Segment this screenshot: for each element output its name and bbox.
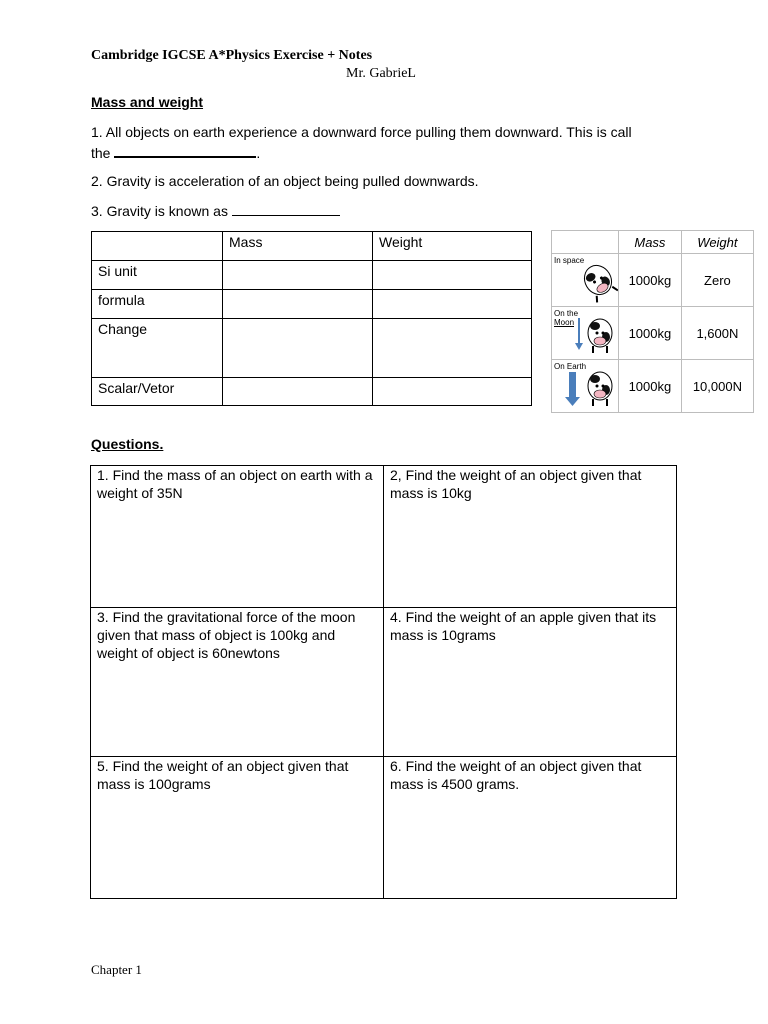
- question-1-line-1: 1. All objects on earth experience a downward force pulling them downward. This is call: [91, 124, 632, 140]
- answer-cell[interactable]: [373, 261, 532, 290]
- cow-label: [554, 309, 578, 327]
- answer-cell[interactable]: [373, 378, 532, 406]
- table-row: [552, 307, 754, 360]
- blank-header-cell: [552, 231, 619, 254]
- table-row: [91, 466, 677, 608]
- question-cell-4[interactable]: [384, 608, 677, 757]
- cow-label: On Earth: [554, 362, 587, 371]
- answer-cell[interactable]: [223, 319, 373, 378]
- section-title-mass-weight: Mass and weight: [91, 94, 204, 110]
- table-header-cell: Mass: [619, 231, 682, 254]
- answer-cell[interactable]: [373, 319, 532, 378]
- question-text: 6. Find the weight of an object given that mass is 4500 grams.: [390, 758, 642, 792]
- row-label: Change: [92, 319, 223, 378]
- question-1-line-2: [91, 142, 632, 163]
- table-header-cell: Mass: [223, 232, 373, 261]
- answer-cell[interactable]: [373, 290, 532, 319]
- question-3-text: [91, 201, 340, 221]
- question-1-text: [91, 122, 632, 163]
- cow-mass-value: 1000kg: [619, 307, 682, 360]
- mass-weight-illustration: [551, 230, 754, 403]
- row-label: Scalar/Vetor: [92, 378, 223, 406]
- answer-cell[interactable]: [223, 290, 373, 319]
- document-title: Cambridge IGCSE A*Physics Exercise + Notes: [91, 48, 373, 63]
- table-row: [92, 378, 532, 406]
- table-row: [91, 608, 677, 757]
- mass-weight-table: [91, 231, 532, 406]
- question-1-line-2-start: the: [91, 145, 111, 161]
- question-text: 5. Find the weight of an object given that mass is 100grams: [97, 758, 349, 792]
- table-row: [92, 319, 532, 378]
- answer-cell[interactable]: [223, 261, 373, 290]
- table-header-cell: Weight: [373, 232, 532, 261]
- row-label: formula: [92, 290, 223, 319]
- table-header-cell: Weight: [681, 231, 753, 254]
- cow-moon-cell: [552, 307, 619, 360]
- arrow-down-icon: [569, 372, 576, 398]
- question-cell-5[interactable]: [91, 757, 384, 899]
- question-text: 4. Find the weight of an apple given that its mass is 10grams: [390, 609, 657, 643]
- footer-chapter: Chapter 1: [91, 962, 142, 977]
- table-row: [92, 232, 532, 261]
- table-row: [552, 254, 754, 307]
- row-label: Si unit: [92, 261, 223, 290]
- cow-label-line-2: Moon: [554, 318, 575, 327]
- question-1-line-2-end: .: [256, 145, 261, 161]
- answer-cell[interactable]: [223, 378, 373, 406]
- table-row: [92, 290, 532, 319]
- answer-blank-1[interactable]: [114, 142, 256, 158]
- cow-label-line-1: On the: [554, 309, 579, 318]
- table-row: [92, 261, 532, 290]
- section-title-questions: Questions.: [91, 436, 164, 452]
- question-cell-3[interactable]: [91, 608, 384, 757]
- cow-space-cell: [552, 254, 619, 307]
- cow-weight-value: 1,600N: [681, 307, 753, 360]
- question-text: 2, Find the weight of an object given that mass is 10kg: [390, 467, 642, 501]
- cow-weight-value: 10,000N: [681, 360, 753, 413]
- cow-weight-value: Zero: [681, 254, 753, 307]
- cow-mass-value: 1000kg: [619, 254, 682, 307]
- table-row: [552, 231, 754, 254]
- questions-table: [90, 465, 677, 899]
- question-cell-1[interactable]: [91, 466, 384, 608]
- question-cell-6[interactable]: [384, 757, 677, 899]
- cow-mass-value: 1000kg: [619, 360, 682, 413]
- question-text: 1. Find the mass of an object on earth with a weight of 35N: [97, 467, 373, 501]
- question-cell-2[interactable]: [384, 466, 677, 608]
- table-header-cell: [92, 232, 223, 261]
- question-3-label: 3. Gravity is known as: [91, 203, 228, 219]
- question-2-text: 2. Gravity is acceleration of an object being pulled downwards.: [91, 173, 479, 189]
- table-row: [91, 757, 677, 899]
- author-name: Mr. GabrieL: [346, 66, 416, 81]
- question-text: 3. Find the gravitational force of the moon given that mass of object is 100kg and weight of object is 60newtons: [97, 609, 356, 661]
- table-row: [552, 360, 754, 413]
- cow-label: In space: [554, 256, 585, 265]
- cow-earth-cell: [552, 360, 619, 413]
- answer-blank-3[interactable]: [232, 201, 340, 216]
